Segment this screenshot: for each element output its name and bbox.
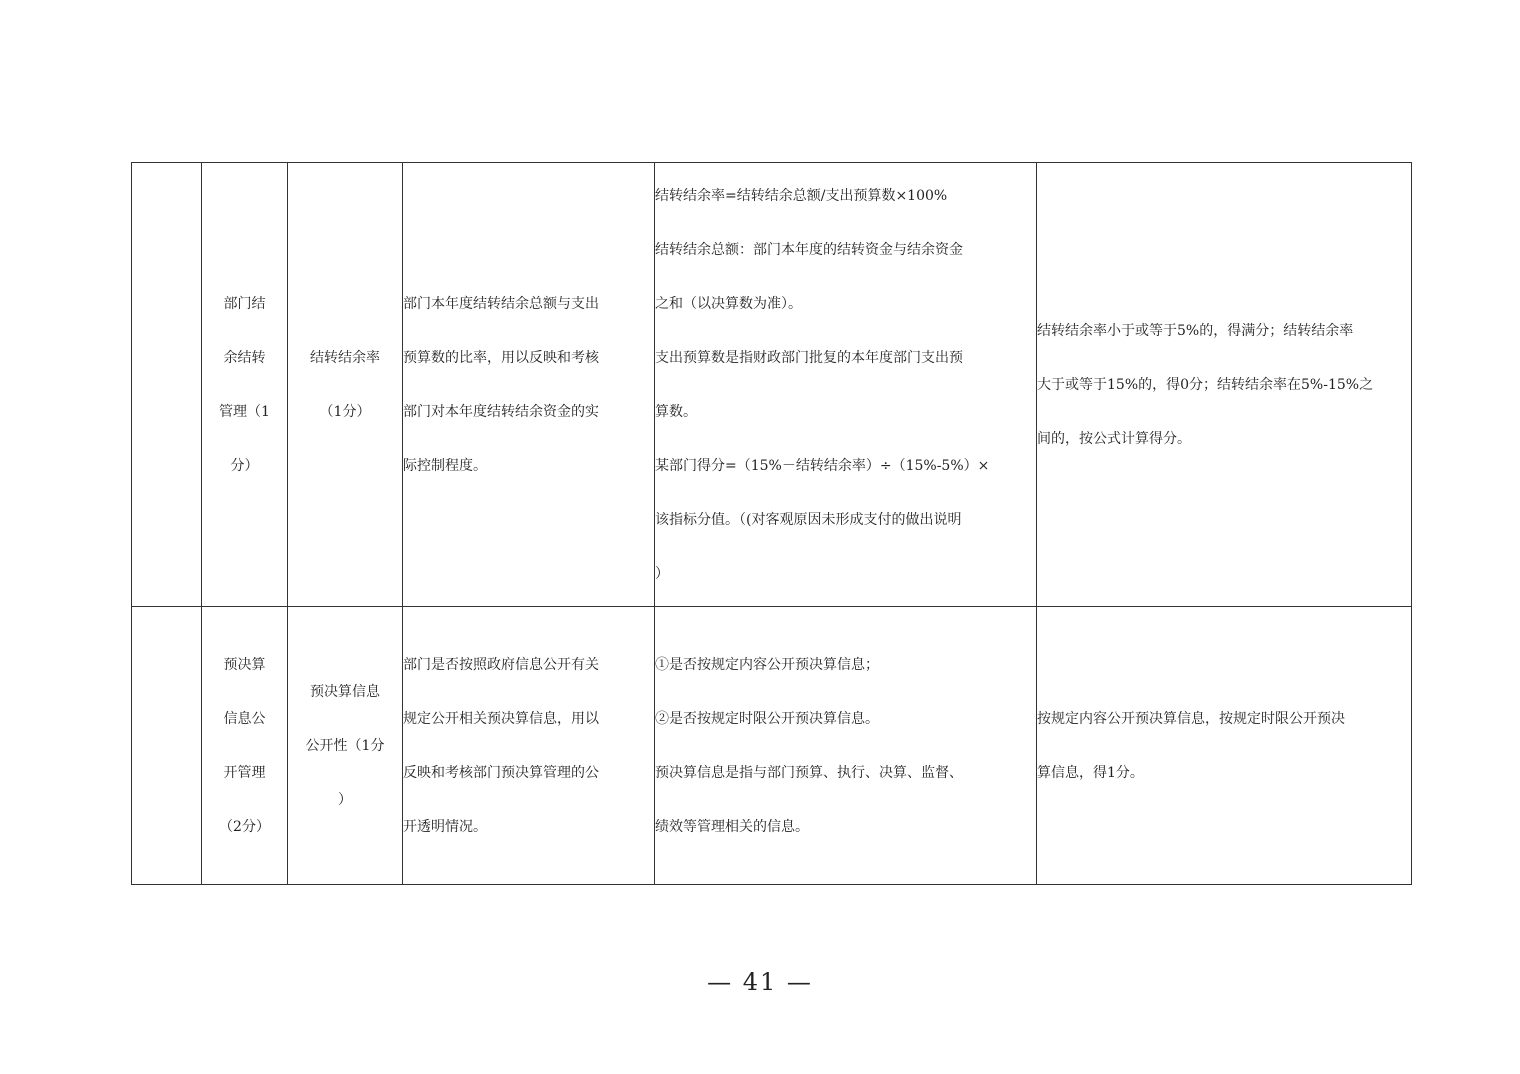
explanation-line: 部门是否按照政府信息公开有关 <box>403 656 599 673</box>
level1-cell <box>132 607 202 885</box>
evaluation-table <box>131 162 1412 885</box>
criteria-line: 支出预算数是指财政部门批复的本年度部门支出预 <box>655 349 963 366</box>
explanation-line: 部门本年度结转结余总额与支出 <box>403 295 599 312</box>
page-number: — 41 — <box>707 968 813 996</box>
criteria-line: 算数。 <box>655 403 697 420</box>
criteria-cell <box>655 607 1037 885</box>
criteria-line: 绩效等管理相关的信息。 <box>655 818 809 835</box>
category-line: 余结转 <box>223 349 266 366</box>
category-line: 预决算 <box>223 656 266 673</box>
table-row <box>132 163 1412 607</box>
indicator-line: ） <box>338 791 352 808</box>
criteria-line: 结转结余总额：部门本年度的结转资金与结余资金 <box>655 241 963 258</box>
explanation-cell <box>403 607 655 885</box>
criteria-line: 结转结余率=结转结余总额/支出预算数×100% <box>655 187 948 204</box>
explanation-line: 预算数的比率，用以反映和考核 <box>403 349 599 366</box>
scoring-line: 间的，按公式计算得分。 <box>1037 430 1191 447</box>
criteria-line: 预决算信息是指与部门预算、执行、决算、监督、 <box>655 764 963 781</box>
criteria-line: 该指标分值。（(对客观原因未形成支付的做出说明 <box>655 511 962 528</box>
scoring-cell <box>1037 607 1412 885</box>
category-line: 管理（1 <box>219 403 270 420</box>
category-line: （2分） <box>219 818 270 835</box>
indicator-line: 预决算信息 <box>310 683 380 700</box>
criteria-line: 某部门得分=（15%－结转结余率）÷（15%-5%）× <box>655 457 990 474</box>
indicator-line: （1分） <box>319 403 371 420</box>
scoring-line: 算信息，得1分。 <box>1037 764 1144 781</box>
explanation-line: 规定公开相关预决算信息，用以 <box>403 710 599 727</box>
category-line: 分） <box>230 457 259 474</box>
explanation-line: 反映和考核部门预决算管理的公 <box>403 764 599 781</box>
indicator-line: 结转结余率 <box>310 349 380 366</box>
criteria-line: ①是否按规定内容公开预决算信息； <box>655 656 879 673</box>
level1-cell <box>132 163 202 607</box>
category-line: 信息公 <box>223 710 266 727</box>
scoring-line: 按规定内容公开预决算信息，按规定时限公开预决 <box>1037 710 1345 727</box>
category-line: 开管理 <box>223 764 266 781</box>
scoring-line: 大于或等于15%的，得0分；结转结余率在5%-15%之 <box>1037 376 1374 393</box>
scoring-cell <box>1037 163 1412 607</box>
criteria-line: ） <box>655 565 669 582</box>
table-row <box>132 607 1412 885</box>
explanation-line: 部门对本年度结转结余资金的实 <box>403 403 599 420</box>
category-line: 部门结 <box>223 295 266 312</box>
category-cell <box>202 607 288 885</box>
scoring-line: 结转结余率小于或等于5%的，得满分；结转结余率 <box>1037 322 1354 339</box>
criteria-cell <box>655 163 1037 607</box>
category-cell <box>202 163 288 607</box>
explanation-line: 开透明情况。 <box>403 818 487 835</box>
explanation-line: 际控制程度。 <box>403 457 487 474</box>
explanation-cell <box>403 163 655 607</box>
indicator-cell <box>288 607 403 885</box>
indicator-line: 公开性（1分 <box>305 737 385 754</box>
criteria-line: 之和（以决算数为准）。 <box>655 295 802 312</box>
criteria-line: ②是否按规定时限公开预决算信息。 <box>655 710 879 727</box>
indicator-cell <box>288 163 403 607</box>
